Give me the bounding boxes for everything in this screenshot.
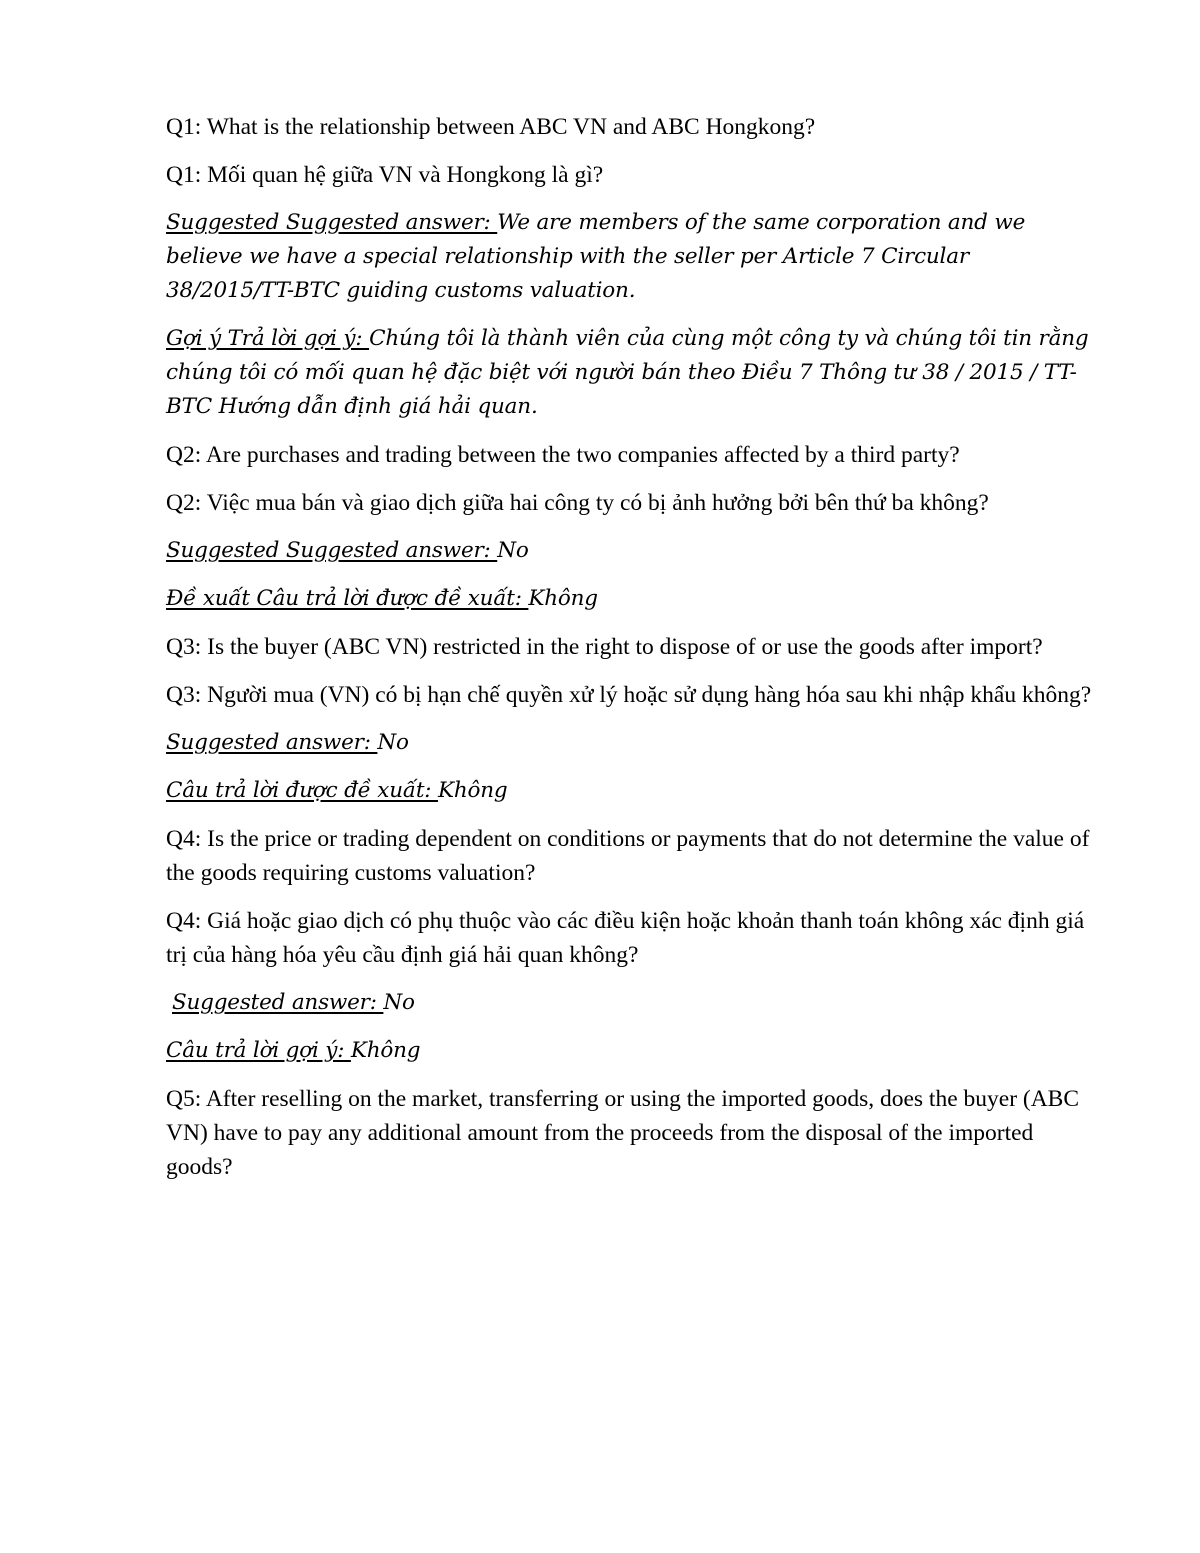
answer-text: Chúng tôi là thành viên của cùng một công ty và chúng tôi tin rằng chúng tôi có mối quan hệ đặc biệt với người bán theo Điều 7 Thông tư 38 / 2015 / TT-BTC Hướng dẫn định giá hải quan. bbox=[166, 326, 1089, 419]
answer-text: Không bbox=[437, 778, 508, 803]
answer-text: No bbox=[497, 538, 529, 563]
answer-label: Suggested Suggested answer: bbox=[166, 210, 498, 235]
question-q4-vi: Q4: Giá hoặc giao dịch có phụ thuộc vào các điều kiện hoặc khoản thanh toán không xác định giá trị của hàng hóa yêu cầu định giá hải quan không? bbox=[166, 908, 1085, 968]
question-q5-en: Q5: After reselling on the market, transferring or using the imported goods, does the buyer (ABC VN) have to pay any additional amount from the proceeds from the disposal of the imported goods? bbox=[166, 1086, 1080, 1180]
answer-q4-en bbox=[166, 986, 1096, 1020]
question-q3-vi: Q3: Người mua (VN) có bị hạn chế quyền xử lý hoặc sử dụng hàng hóa sau khi nhập khẩu không? bbox=[166, 682, 1092, 708]
answer-q3-en bbox=[166, 726, 1096, 760]
answer-label: Suggested answer: bbox=[166, 730, 378, 755]
question-q2-vi: Q2: Việc mua bán và giao dịch giữa hai công ty có bị ảnh hưởng bởi bên thứ ba không? bbox=[166, 490, 989, 516]
question-q2-en: Q2: Are purchases and trading between the two companies affected by a third party? bbox=[166, 442, 960, 468]
answer-q1-vi bbox=[166, 322, 1096, 424]
answer-label: Gợi ý Trả lời gợi ý: bbox=[166, 326, 370, 351]
answer-label: Đề xuất Câu trả lời được đề xuất: bbox=[166, 586, 529, 611]
document-body bbox=[166, 110, 1096, 1198]
question-q4-en: Q4: Is the price or trading dependent on conditions or payments that do not determine the value of the goods requiring customs valuation? bbox=[166, 826, 1090, 886]
question-q3-en: Q3: Is the buyer (ABC VN) restricted in the right to dispose of or use the goods after import? bbox=[166, 634, 1043, 660]
answer-text: Không bbox=[350, 1038, 421, 1063]
answer-label: Suggested answer: bbox=[172, 990, 384, 1015]
question-q1-en: Q1: What is the relationship between ABC VN and ABC Hongkong? bbox=[166, 114, 816, 140]
answer-q2-vi bbox=[166, 582, 1096, 616]
answer-text: Không bbox=[528, 586, 598, 611]
answer-q3-vi bbox=[166, 774, 1096, 808]
answer-text: We are members of the same corporation and we believe we have a special relationship with the seller per Article 7 Circular 38/2015/TT-BTC guiding customs valuation. bbox=[166, 210, 1026, 303]
answer-q2-en bbox=[166, 534, 1096, 568]
question-q1-vi: Q1: Mối quan hệ giữa VN và Hongkong là gì? bbox=[166, 162, 604, 188]
answer-text: No bbox=[383, 990, 415, 1015]
answer-q4-vi bbox=[166, 1034, 1096, 1068]
answer-label: Câu trả lời được đề xuất: bbox=[166, 778, 438, 803]
answer-text: No bbox=[377, 730, 409, 755]
answer-label: Suggested Suggested answer: bbox=[166, 538, 498, 563]
answer-label: Câu trả lời gợi ý: bbox=[166, 1038, 351, 1063]
answer-q1-en bbox=[166, 206, 1096, 308]
